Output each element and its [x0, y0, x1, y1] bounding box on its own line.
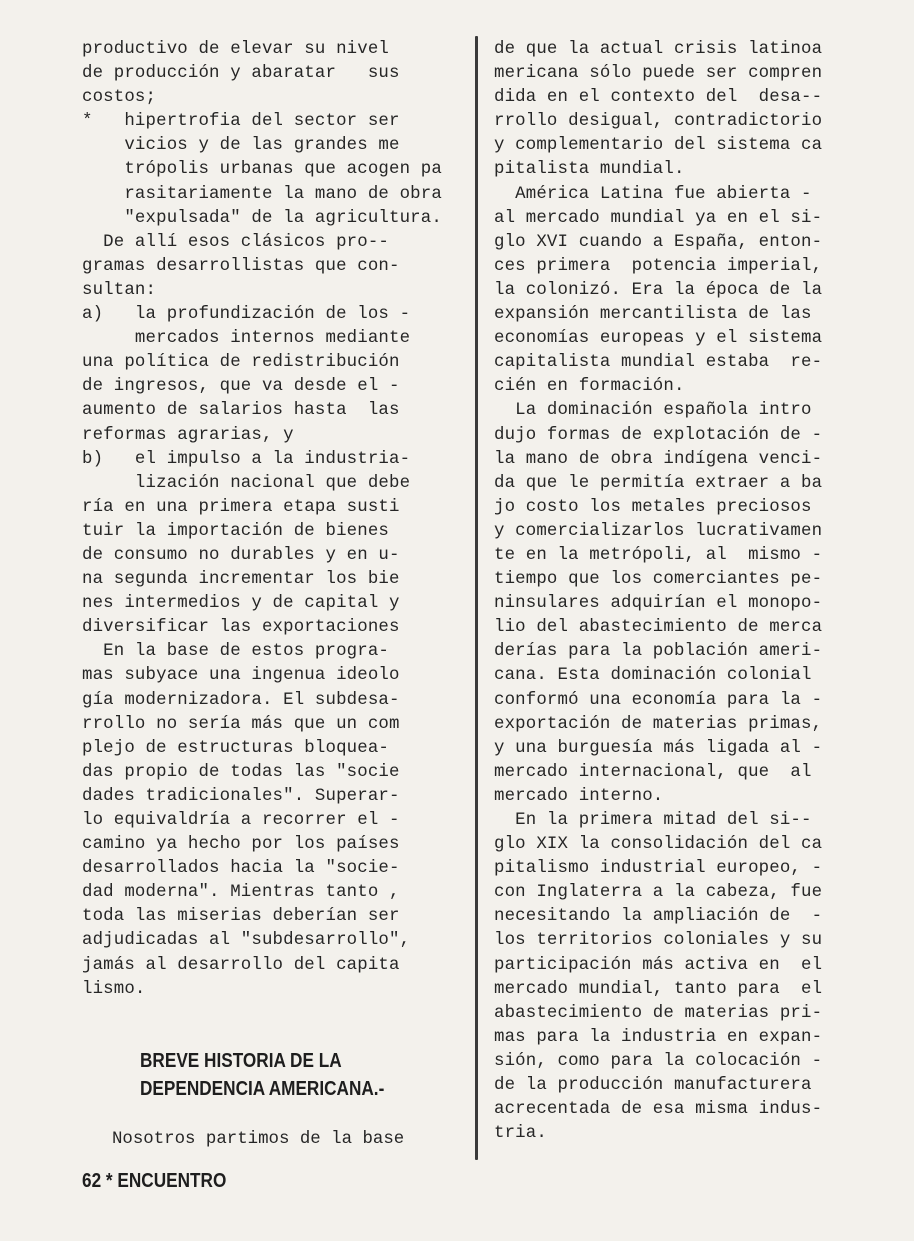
- section-heading-line-1: BREVE HISTORIA DE LA: [140, 1050, 342, 1072]
- section-heading: [140, 1047, 384, 1103]
- text-line: En la primera mitad del si--: [494, 811, 812, 830]
- text-line: da que le permitía extraer a ba: [494, 473, 823, 493]
- text-line: ría en una primera etapa susti: [82, 497, 400, 517]
- right-text-column: [494, 38, 894, 1146]
- text-line: la colonizó. Era la época de la: [494, 280, 823, 300]
- text-line: gramas desarrollistas que con-: [82, 256, 400, 276]
- text-line: dida en el contexto del desa--: [494, 88, 823, 108]
- text-line: na segunda incrementar los bie: [82, 570, 400, 590]
- text-line: ninsulares adquirían el monopo-: [494, 594, 823, 614]
- text-line: dades tradicionales". Superar-: [82, 786, 400, 806]
- text-line: con Inglaterra a la cabeza, fue: [494, 883, 823, 903]
- text-line: mas subyace una ingenua ideolo: [82, 666, 400, 686]
- text-line: de ingresos, que va desde el -: [82, 377, 400, 397]
- text-line: abastecimiento de materias pri-: [494, 1003, 823, 1023]
- text-line: jamás al desarrollo del capita: [82, 955, 400, 975]
- text-line: lo equivaldría a recorrer el -: [82, 811, 400, 830]
- text-line: rasitariamente la mano de obra: [82, 184, 442, 204]
- text-line: nes intermedios y de capital y: [82, 594, 400, 614]
- text-line: una política de redistribución: [82, 353, 400, 373]
- text-line: ces primera potencia imperial,: [494, 256, 823, 276]
- page-footer: 62 * ENCUENTRO: [82, 1170, 227, 1192]
- text-line: toda las miserias deberían ser: [82, 907, 400, 927]
- text-line: participación más activa en el: [494, 955, 823, 975]
- text-line: glo XVI cuando a España, enton-: [494, 232, 823, 252]
- text-line: diversificar las exportaciones: [82, 618, 400, 638]
- text-line: * hipertrofia del sector ser: [82, 112, 400, 132]
- text-line: rrollo desigual, contradictorio: [494, 112, 823, 132]
- text-line: lización nacional que debe: [82, 473, 411, 493]
- text-line: dad moderna". Mientras tanto ,: [82, 883, 400, 903]
- text-line: los territorios coloniales y su: [494, 931, 823, 951]
- text-line: tiempo que los comerciantes pe-: [494, 570, 823, 590]
- text-line: productivo de elevar su nivel: [82, 40, 389, 59]
- text-line: mercado interno.: [494, 786, 664, 806]
- text-line: pitalismo industrial europeo, -: [494, 859, 823, 879]
- text-line: sultan:: [82, 280, 157, 300]
- text-line: La dominación española intro: [494, 401, 812, 421]
- text-line: al mercado mundial ya en el si-: [494, 208, 823, 228]
- text-line: economías europeas y el sistema: [494, 329, 823, 349]
- text-line: camino ya hecho por los países: [82, 835, 400, 855]
- text-line: cana. Esta dominación colonial: [494, 666, 812, 686]
- text-line: desarrollados hacia la "socie-: [82, 859, 400, 879]
- text-line: dujo formas de explotación de -: [494, 425, 823, 445]
- text-line: de consumo no durables y en u-: [82, 545, 400, 565]
- text-line: capitalista mundial estaba re-: [494, 353, 823, 373]
- text-line: y comercializarlos lucrativamen: [494, 521, 823, 541]
- text-line: jo costo los metales preciosos: [494, 497, 812, 517]
- text-line: tria.: [494, 1124, 547, 1144]
- text-line: América Latina fue abierta -: [494, 184, 812, 204]
- text-line: de la producción manufacturera: [494, 1076, 812, 1096]
- text-line: tuir la importación de bienes: [82, 521, 389, 541]
- text-line: mas para la industria en expan-: [494, 1027, 823, 1047]
- section-heading-line-2: DEPENDENCIA AMERICANA.-: [140, 1078, 385, 1100]
- text-line: rrollo no sería más que un com: [82, 714, 400, 734]
- text-line: lio del abastecimiento de merca: [494, 618, 823, 638]
- left-text-column: [82, 38, 462, 1002]
- text-line: costos;: [82, 88, 157, 108]
- text-line: pitalista mundial.: [494, 160, 685, 180]
- text-line: sión, como para la colocación -: [494, 1051, 823, 1071]
- text-line: de producción y abaratar sus: [82, 64, 400, 84]
- text-line: conformó una economía para la -: [494, 690, 823, 710]
- text-line: y complementario del sistema ca: [494, 136, 823, 156]
- text-line: derías para la población ameri-: [494, 642, 823, 662]
- text-line: "expulsada" de la agricultura.: [82, 208, 442, 228]
- text-line: cién en formación.: [494, 377, 685, 397]
- text-line: De allí esos clásicos pro--: [82, 232, 389, 252]
- text-line: necesitando la ampliación de -: [494, 907, 823, 927]
- section-opening-line: Nosotros partimos de la base: [112, 1130, 405, 1149]
- text-line: y una burguesía más ligada al -: [494, 738, 823, 758]
- text-line: gía modernizadora. El subdesa-: [82, 690, 400, 710]
- text-line: la mano de obra indígena venci-: [494, 449, 823, 469]
- text-line: mercado mundial, tanto para el: [494, 979, 823, 999]
- text-line: expansión mercantilista de las: [494, 305, 812, 325]
- column-divider-rule: [475, 36, 478, 1160]
- text-line: trópolis urbanas que acogen pa: [82, 160, 442, 180]
- text-line: a) la profundización de los -: [82, 305, 411, 325]
- text-line: de que la actual crisis latinoa: [494, 40, 823, 59]
- text-line: mercado internacional, que al: [494, 762, 812, 782]
- text-line: aumento de salarios hasta las: [82, 401, 400, 421]
- text-line: mericana sólo puede ser compren: [494, 64, 823, 84]
- text-line: b) el impulso a la industria-: [82, 449, 411, 469]
- text-line: plejo de estructuras bloquea-: [82, 738, 389, 758]
- text-line: En la base de estos progra-: [82, 642, 389, 662]
- text-line: glo XIX la consolidación del ca: [494, 835, 823, 855]
- text-line: mercados internos mediante: [82, 329, 411, 349]
- text-line: acrecentada de esa misma indus-: [494, 1100, 823, 1120]
- text-line: te en la metrópoli, al mismo -: [494, 545, 823, 565]
- text-line: vicios y de las grandes me: [82, 136, 400, 156]
- text-line: adjudicadas al "subdesarrollo",: [82, 931, 411, 951]
- text-line: reformas agrarias, y: [82, 425, 294, 445]
- text-line: das propio de todas las "socie: [82, 762, 400, 782]
- text-line: exportación de materias primas,: [494, 714, 823, 734]
- text-line: lismo.: [82, 979, 146, 999]
